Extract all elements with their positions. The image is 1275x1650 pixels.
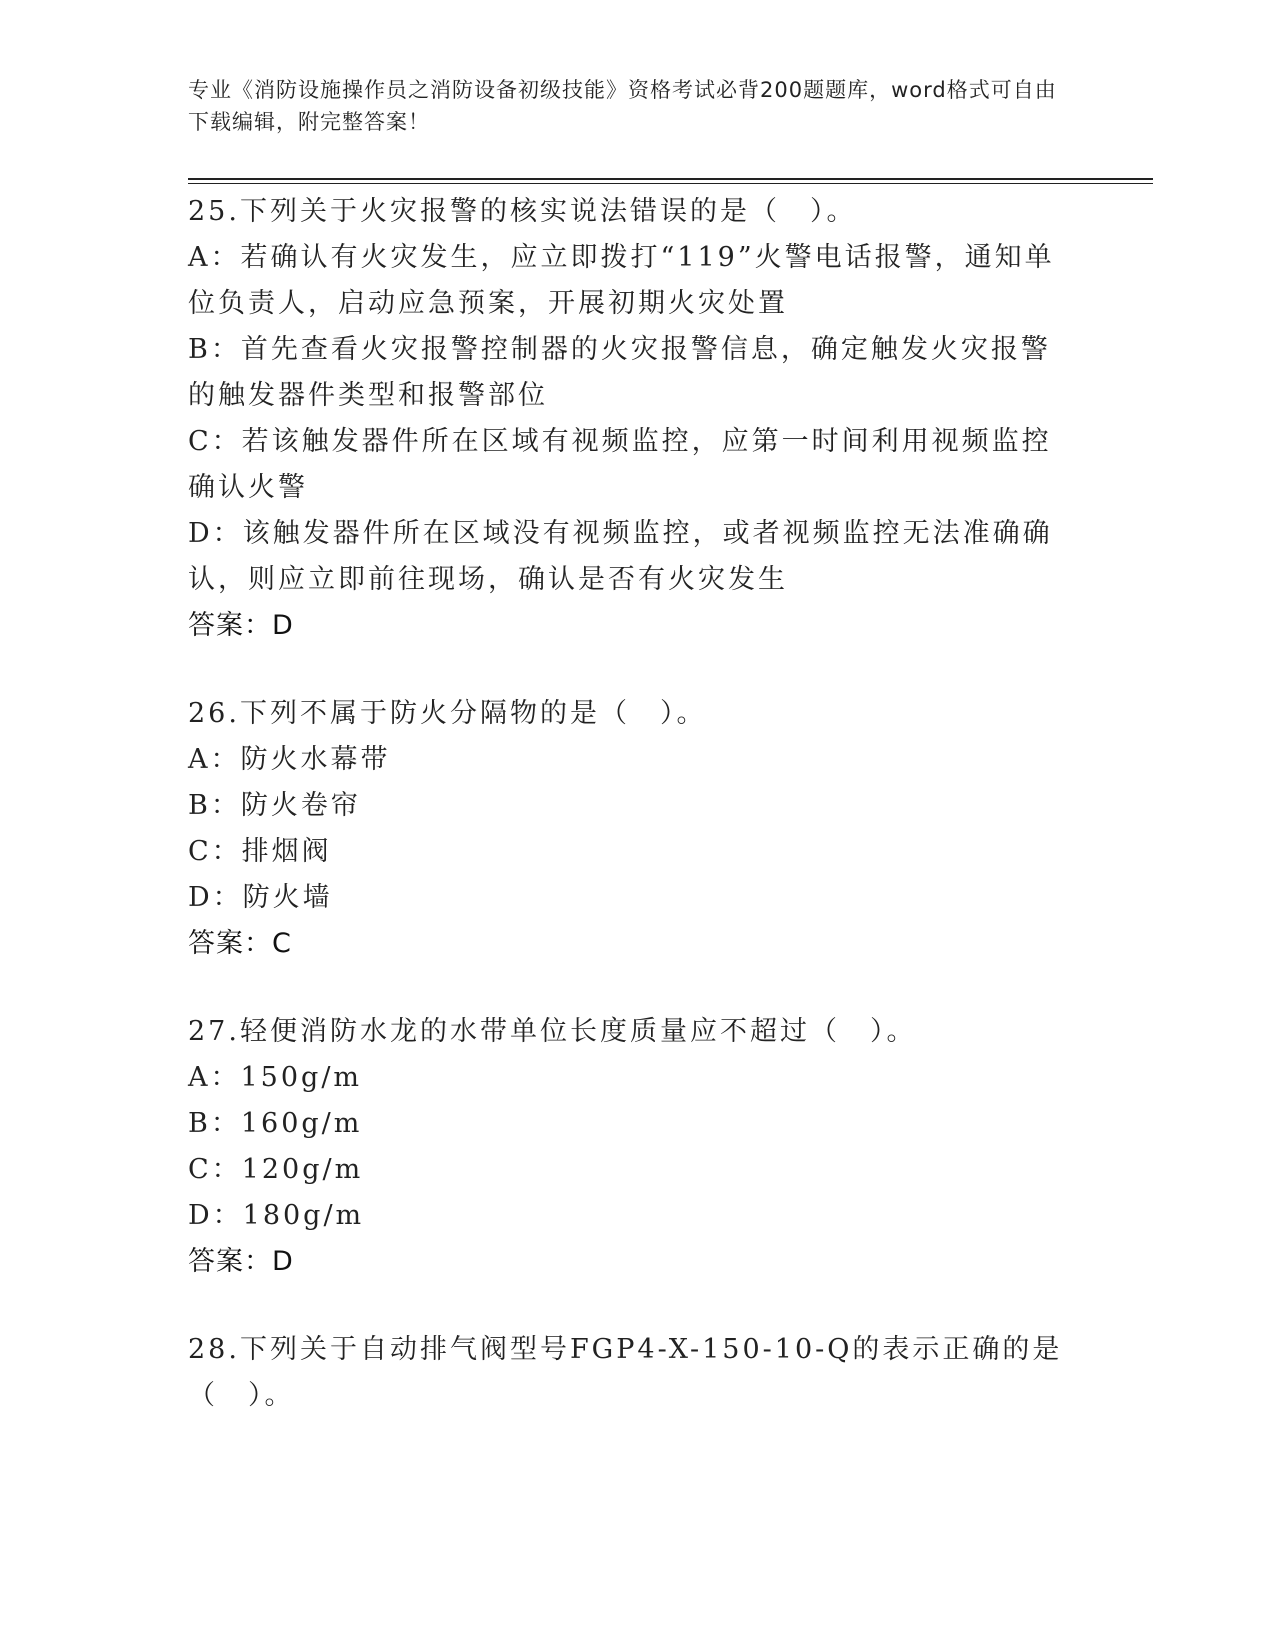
question-stem: 27.轻便消防水龙的水带单位长度质量应不超过（ ）。 [188,1016,917,1047]
option-b: B：首先查看火灾报警控制器的火灾报警信息，确定触发火灾报警的触发器件类型和报警部位 [188,334,1051,411]
question-stem: 25.下列关于火灾报警的核实说法错误的是（ ）。 [188,196,857,227]
question-stem: 28.下列关于自动排气阀型号FGP4-X-150-10-Q的表示正确的是（ ）。 [188,1334,1063,1411]
answer-label: 答案：C [188,928,292,959]
option-c: C：排烟阀 [188,836,332,867]
header-divider-thin [188,183,1153,184]
option-a: A：150g/m [188,1062,363,1093]
question-26 [188,691,1078,967]
option-d: D：180g/m [188,1200,365,1231]
option-b: B：160g/m [188,1108,363,1139]
option-a: A：若确认有火灾发生，应立即拨打“119”火警电话报警，通知单位负责人，启动应急预案，开展初期火灾处置 [188,242,1055,319]
question-28 [188,1327,1078,1419]
answer-label: 答案：D [188,1246,294,1277]
header-divider-thick [188,178,1153,180]
option-a: A：防火水幕带 [188,744,391,775]
option-c: C：120g/m [188,1154,364,1185]
answer-label: 答案：D [188,610,294,641]
document-header-intro: 专业《消防设施操作员之消防设备初级技能》资格考试必背200题题库，word格式可自由下载编辑，附完整答案！ [188,78,1057,134]
option-b: B：防火卷帘 [188,790,361,821]
option-c: C：若该触发器件所在区域有视频监控，应第一时间利用视频监控确认火警 [188,426,1052,503]
option-d: D：该触发器件所在区域没有视频监控，或者视频监控无法准确确认，则应立即前往现场，确认是否有火灾发生 [188,518,1053,595]
question-stem: 26.下列不属于防火分隔物的是（ ）。 [188,698,707,729]
option-d: D：防火墙 [188,882,333,913]
question-list [188,189,1078,1461]
question-27 [188,1009,1078,1285]
question-25 [188,189,1078,649]
